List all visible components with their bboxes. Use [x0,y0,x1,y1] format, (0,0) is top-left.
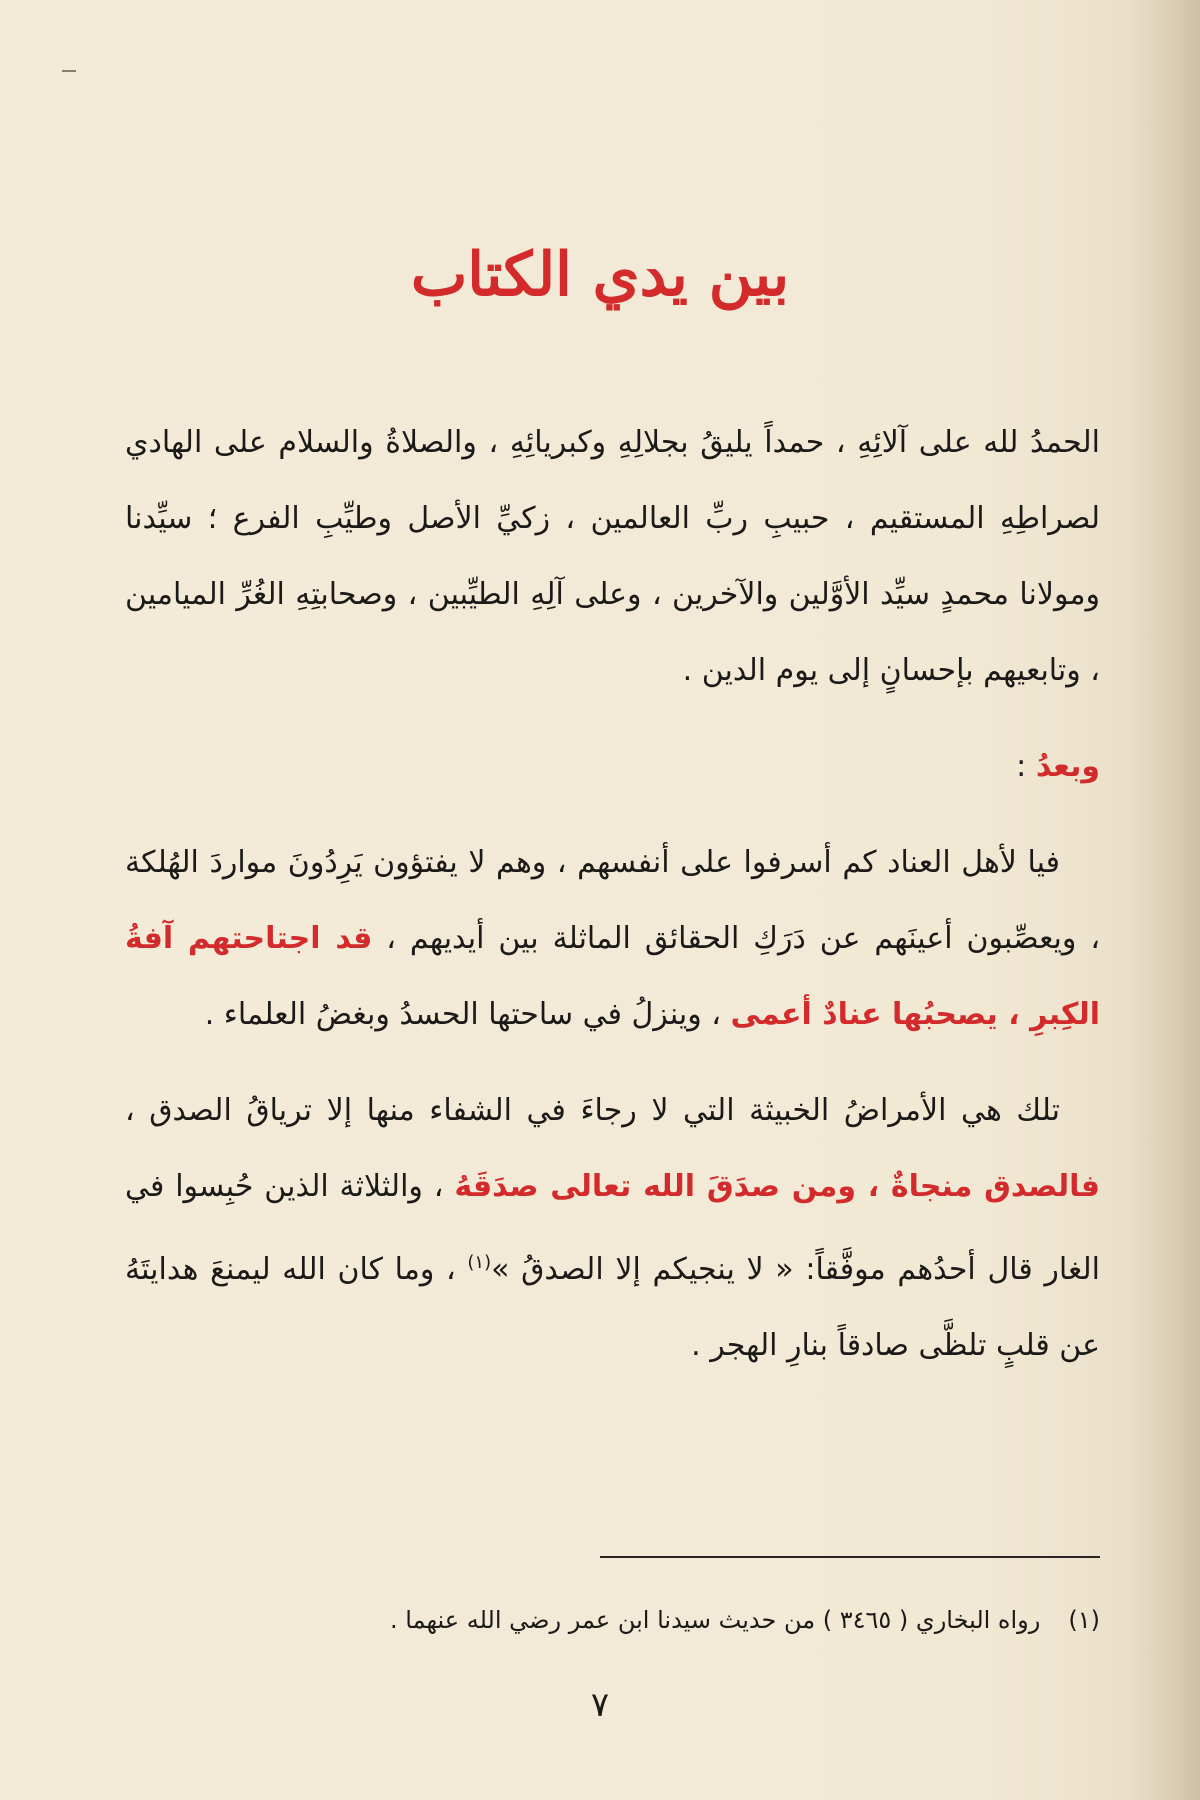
footnote-divider [600,1556,1100,1558]
body-text [125,405,1100,1384]
margin-mark [62,70,76,72]
paragraph-stubborn [125,825,1100,1053]
paragraph-truth-part1: تلك هي الأمراضُ الخبيثة التي لا رجاءَ في الشفاء منها إلا ترياقُ الصدق ، [125,1093,1060,1128]
paragraph-stubborn-part2: ، وينزلُ في ساحتها الحسدُ وبغضُ العلماء . [204,997,731,1032]
page-number: ٧ [590,1685,610,1725]
paragraph-praise: الحمدُ لله على آلائِهِ ، حمداً يليقُ بجلالِهِ وكبريائِهِ ، والصلاةُ والسلام على الهادي لصراطِهِ المستقيم ، حبيبِ ربِّ العالمين ، زكيِّ الأصل وطيِّبِ الفرع ؛ سيِّدنا ومولانا محمدٍ سيِّد الأوَّلين والآخرين ، وعلى آلِهِ الطيِّبين ، وصحابتِهِ الغُرِّ الميامين ، وتابعيهم بإحسانٍ إلى يوم الدين . [125,425,1100,688]
footnote-reference: (١) [467,1252,492,1273]
paragraph-truth-part2: ، والثلاثة الذين حُبِسوا في الغار قال أحدُهم موفَّقاً: « لا ينجيكم إلا الصدقُ » [125,1169,1100,1287]
highlight-truth: فالصدق منجاةٌ ، ومن صدَقَ الله تعالى صدَقَهُ [454,1169,1100,1204]
paragraph-stubborn-part1: فيا لأهل العناد كم أسرفوا على أنفسهم ، وهم لا يفتؤون يَرِدُونَ مواردَ الهُلكة ، ويعصِّبون أعينَهم عن دَرَكِ الحقائق الماثلة بين أيديهم ، [125,845,1101,956]
paragraph-wabad [125,729,1100,805]
chapter-title: بين يدي الكتاب [410,240,790,310]
paragraph-truth [125,1073,1100,1384]
paragraph-truth-part3: ، وما كان الله ليمنعَ هدايتَهُ عن قلبٍ تلظَّى صادقاً بنارِ الهجر . [125,1252,1100,1363]
wabad-colon: : [1016,749,1036,784]
footnote-number: (١) [1068,1606,1100,1634]
wabad-heading: وبعدُ [1035,749,1100,784]
highlight-arrogance: قد اجتاحتهم آفةُ الكِبرِ ، يصحبُها عنادٌ أعمى [125,921,1100,1032]
footnote [200,1600,1100,1640]
footnote-text: رواه البخاري ( ٣٤٦٥ ) من حديث سيدنا ابن عمر رضي الله عنهما . [390,1606,1041,1634]
